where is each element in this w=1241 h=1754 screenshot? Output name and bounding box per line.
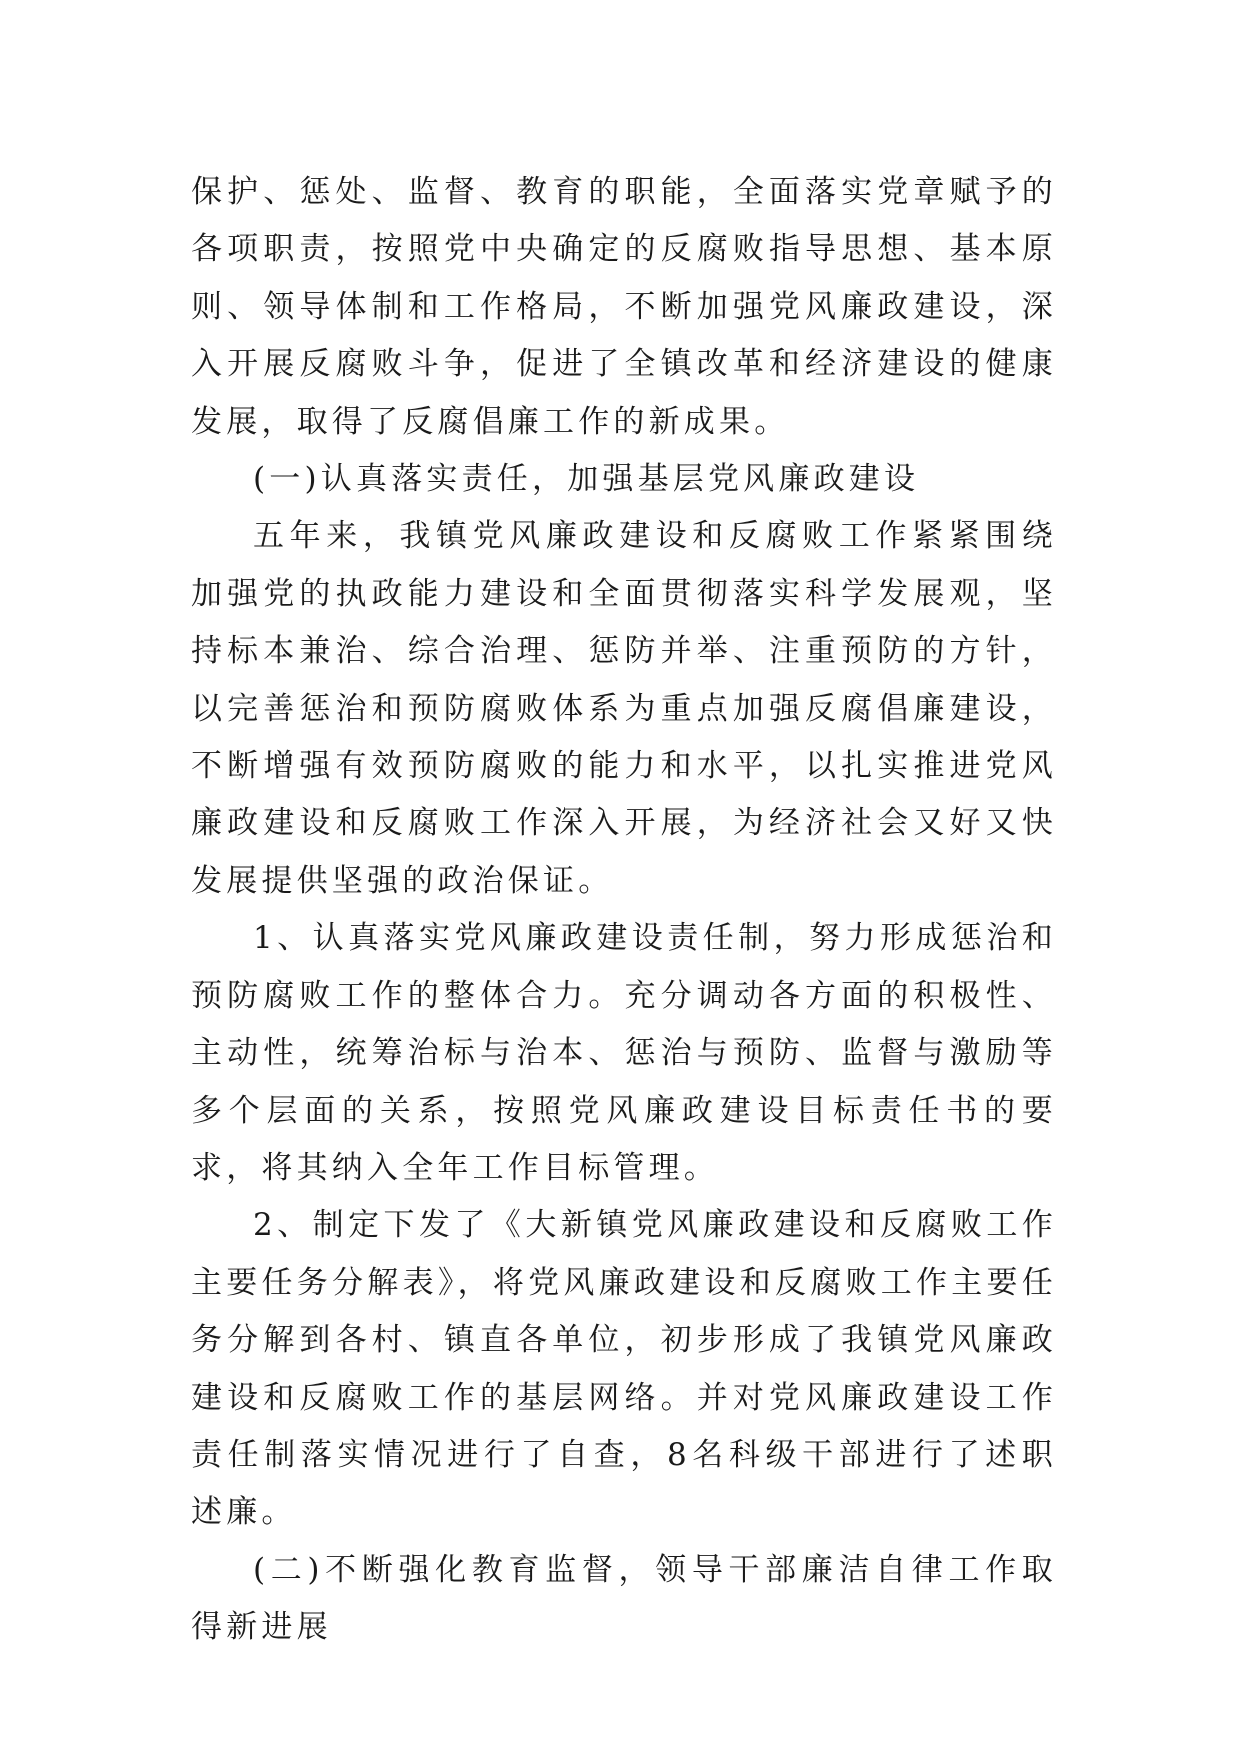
body-paragraph-continued: 保护、惩处、监督、教育的职能，全面落实党章赋予的各项职责，按照党中央确定的反腐败指导思想、基本原则、领导体制和工作格局，不断加强党风廉政建设，深入开展反腐败斗争，促进了全镇改革和经济建设的健康发展，取得了反腐倡廉工作的新成果。 [191,174,1057,440]
body-paragraph-five-years: 五年来，我镇党风廉政建设和反腐败工作紧紧围绕加强党的执政能力建设和全面贯彻落实科学发展观，坚持标本兼治、综合治理、惩防并举、注重预防的方针，以完善惩治和预防腐败体系为重点加强反腐倡廉建设，不断增强有效预防腐败的能力和水平，以扎实推进党风廉政建设和反腐败工作深入开展，为经济社会又好又快发展提供坚强的政治保证。 [191,518,1057,899]
list-item-1: 1、认真落实党风廉政建设责任制，努力形成惩治和预防腐败工作的整体合力。充分调动各方面的积极性、主动性，统筹治标与治本、惩治与预防、监督与激励等多个层面的关系，按照党风廉政建设目标责任书的要求，将其纳入全年工作目标管理。 [191,920,1057,1186]
document-body [191,164,1057,1657]
list-item-2: 2、制定下发了《大新镇党风廉政建设和反腐败工作主要任务分解表》，将党风廉政建设和反腐败工作主要任务分解到各村、镇直各单位，初步形成了我镇党风廉政建设和反腐败工作的基层网络。并对党风廉政建设工作责任制落实情况进行了自查，8名科级干部进行了述职述廉。 [191,1207,1057,1531]
section-heading-two: (二)不断强化教育监督，领导干部廉洁自律工作取得新进展 [191,1551,1057,1646]
section-heading-one: (一)认真落实责任，加强基层党风廉政建设 [253,461,920,498]
